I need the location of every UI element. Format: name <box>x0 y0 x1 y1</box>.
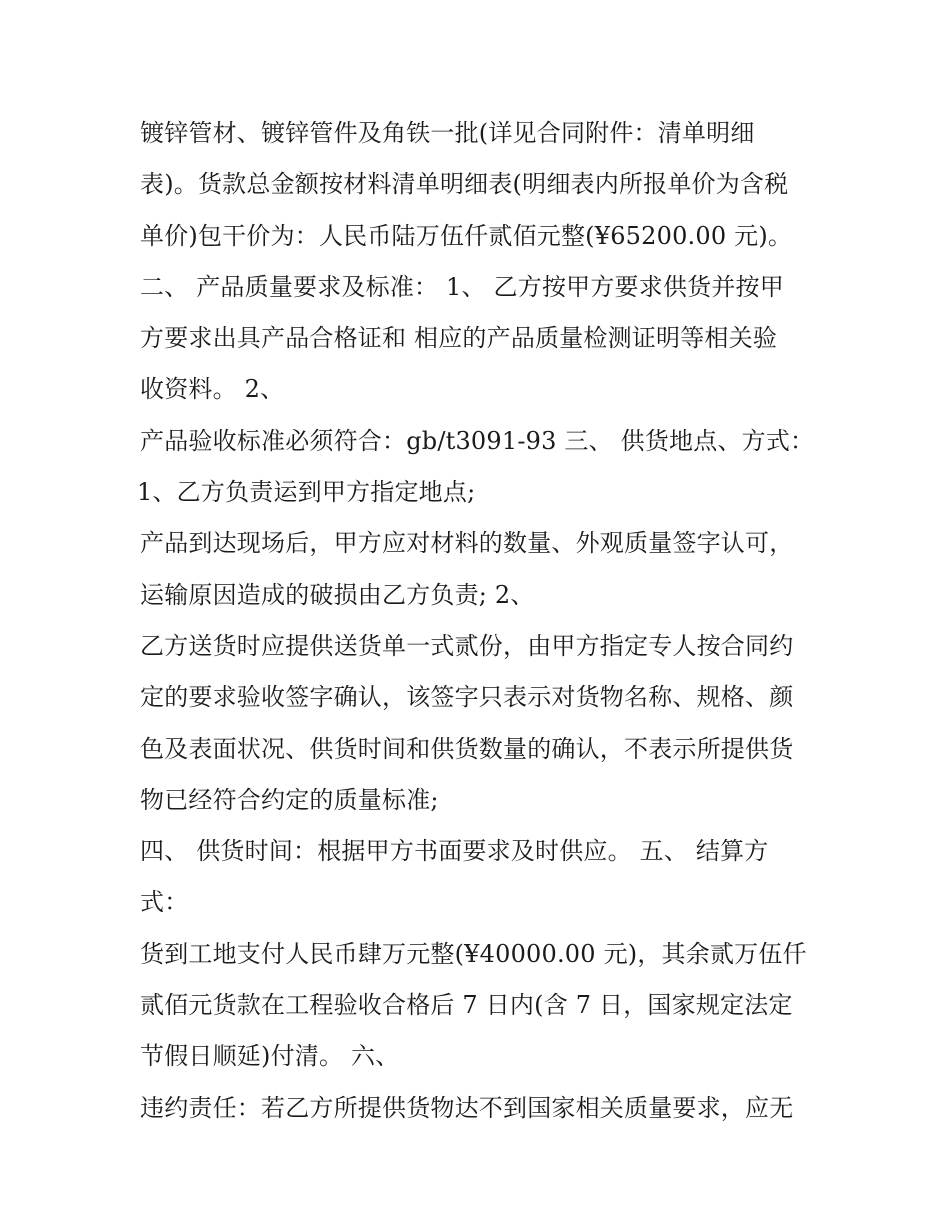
text-line: 表)。货款总金额按材料清单明细表(明细表内所报单价为含税 <box>140 170 789 199</box>
text-line: 贰佰元货款在工程验收合格后 7 日内(含 7 日，国家规定法定 <box>140 991 793 1020</box>
text-line: 1、乙方负责运到甲方指定地点; <box>137 478 476 507</box>
text-line: 定的要求验收签字确认，该签字只表示对货物名称、规格、颜 <box>140 683 794 712</box>
text-line: 物已经符合约定的质量标准; <box>140 785 439 814</box>
text-line: 节假日顺延)付清。 六、 <box>140 1042 400 1071</box>
text-line: 产品验收标准必须符合：gb/t3091-93 三、 供货地点、方式： <box>140 426 815 455</box>
text-line: 式： <box>140 888 189 917</box>
text-line: 镀锌管材、镀锌管件及角铁一批(详见合同附件：清单明细 <box>140 119 755 147</box>
text-line: 运输原因造成的破损由乙方负责; 2、 <box>140 580 535 609</box>
text-line: 方要求出具产品合格证和 相应的产品质量检测证明等相关验 <box>140 324 778 353</box>
text-line: 色及表面状况、供货时间和供货数量的确认，不表示所提供货 <box>140 734 794 763</box>
text-line: 乙方送货时应提供送货单一式贰份，由甲方指定专人按合同约 <box>140 631 794 660</box>
text-line: 收资料。 2、 <box>140 375 285 404</box>
contract-body <box>137 108 830 1134</box>
text-line: 单价)包干价为：人民币陆万伍仟贰佰元整(¥65200.00 元)。 <box>140 221 793 250</box>
text-line: 违约责任：若乙方所提供货物达不到国家相关质量要求，应无 <box>140 1093 794 1122</box>
text-line: 二、 产品质量要求及标准： 1、 乙方按甲方要求供货并按甲 <box>140 272 784 301</box>
text-line: 产品到达现场后，甲方应对材料的数量、外观质量签字认可， <box>140 529 794 558</box>
text-line: 货到工地支付人民币肆万元整(¥40000.00 元)，其余贰万伍仟 <box>140 939 807 968</box>
text-line: 四、 供货时间：根据甲方书面要求及时供应。 五、 结算方 <box>140 837 769 866</box>
